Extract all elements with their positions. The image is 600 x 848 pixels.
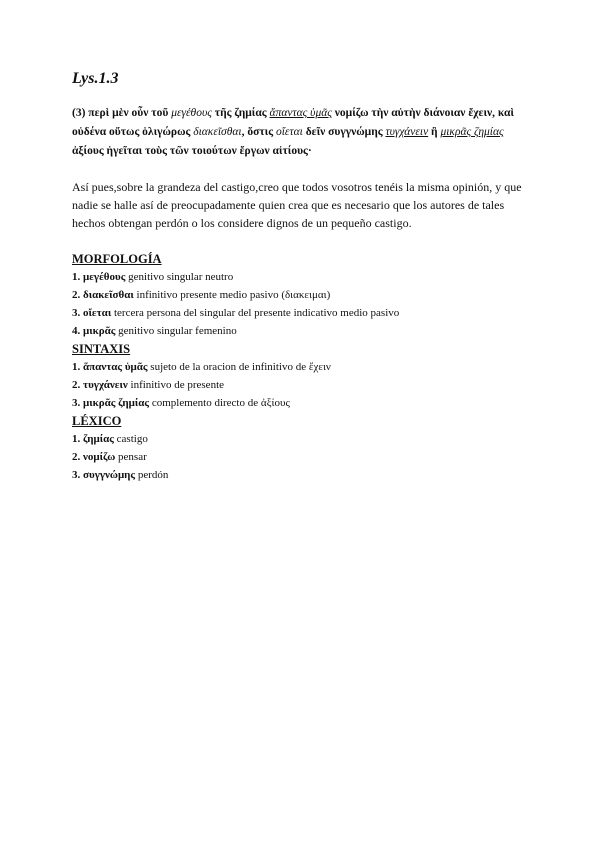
item-description: genitivo singular neutro [125, 271, 234, 283]
greek-run: ἅπαντας ὑμᾶς [269, 107, 332, 119]
greek-run: οἴεται [275, 126, 303, 138]
analysis-item [72, 286, 532, 304]
item-description: genitivo singular femenino [115, 325, 237, 337]
document-page [72, 70, 532, 484]
greek-run: (3) [72, 107, 89, 119]
item-term: ζημίας [83, 433, 114, 445]
greek-run: περὶ μὲν οὖν τοῦ [88, 107, 172, 119]
item-term: μικρᾶς [83, 325, 116, 337]
item-description: tercera persona del singular del presente indicativo medio pasivo [111, 307, 400, 319]
greek-run: δεῖν συγγνώμης [302, 126, 386, 138]
greek-run: διακεῖσθαι [193, 126, 242, 138]
item-description: infinitivo presente medio pasivo (διακειμαι) [133, 289, 331, 301]
item-term: τυγχάνειν [83, 379, 128, 391]
item-number: 1. [72, 433, 83, 445]
section-heading: SINTAXIS [72, 342, 131, 356]
item-term: μικρᾶς ζημίας [83, 397, 150, 409]
item-description: complemento directo de ἀξίους [149, 397, 290, 409]
item-term: μεγέθους [83, 271, 126, 283]
item-term: ἅπαντας ὑμᾶς [83, 361, 148, 373]
section-heading: LÉXICO [72, 414, 122, 428]
analysis-item [72, 430, 532, 448]
item-number: 3. [72, 307, 83, 319]
spanish-translation: Así pues,sobre la grandeza del castigo,creo que todos vosotros tenéis la misma opinión, y que nadie se halle así de preocupadamente quien crea que es necesario que los autores de tales hechos obtengan perdón o los considere dignos de un pequeño castigo. [72, 180, 522, 230]
item-number: 1. [72, 271, 83, 283]
item-number: 3. [72, 397, 83, 409]
item-term: νομίζω [83, 451, 116, 463]
item-term: συγγνώμης [83, 469, 136, 481]
analysis-item [72, 466, 532, 484]
greek-run: ἀξίους ἡγεῖται τοὺς τῶν τοιούτων ἔργων αἰτίους· [72, 145, 312, 157]
item-description: castigo [113, 433, 148, 445]
greek-run: μικρᾶς ζημίας [440, 126, 504, 138]
analysis-item [72, 322, 532, 340]
item-description: infinitivo de presente [127, 379, 225, 391]
item-number: 3. [72, 469, 83, 481]
analysis-sections [72, 250, 532, 484]
greek-run: , ὅστις [241, 126, 276, 138]
analysis-item [72, 394, 532, 412]
page-title: Lys.1.3 [72, 70, 119, 87]
analysis-item [72, 448, 532, 466]
greek-run: τυγχάνειν [385, 126, 429, 138]
analysis-item [72, 358, 532, 376]
item-term: διακεῖσθαι [83, 289, 134, 301]
item-number: 4. [72, 325, 83, 337]
greek-run: νομίζω τὴν αὐτὴν διάνοιαν ἔχειν, καὶ οὐδένα οὕτως ὀλιγώρως [72, 107, 514, 138]
greek-run: μεγέθους [171, 107, 212, 119]
analysis-item [72, 376, 532, 394]
analysis-item [72, 304, 532, 322]
item-number: 2. [72, 289, 83, 301]
item-number: 2. [72, 451, 83, 463]
greek-run: τῆς ζημίας [211, 107, 270, 119]
greek-passage [72, 104, 532, 161]
section-heading: MORFOLOGÍA [72, 252, 162, 266]
item-term: οἴεται [83, 307, 112, 319]
item-description: pensar [115, 451, 147, 463]
item-number: 1. [72, 361, 83, 373]
item-description: perdón [135, 469, 169, 481]
item-number: 2. [72, 379, 83, 391]
analysis-item [72, 268, 532, 286]
greek-run: ἢ [428, 126, 441, 138]
item-description: sujeto de la oracion de infinitivo de ἔχειν [147, 361, 331, 373]
